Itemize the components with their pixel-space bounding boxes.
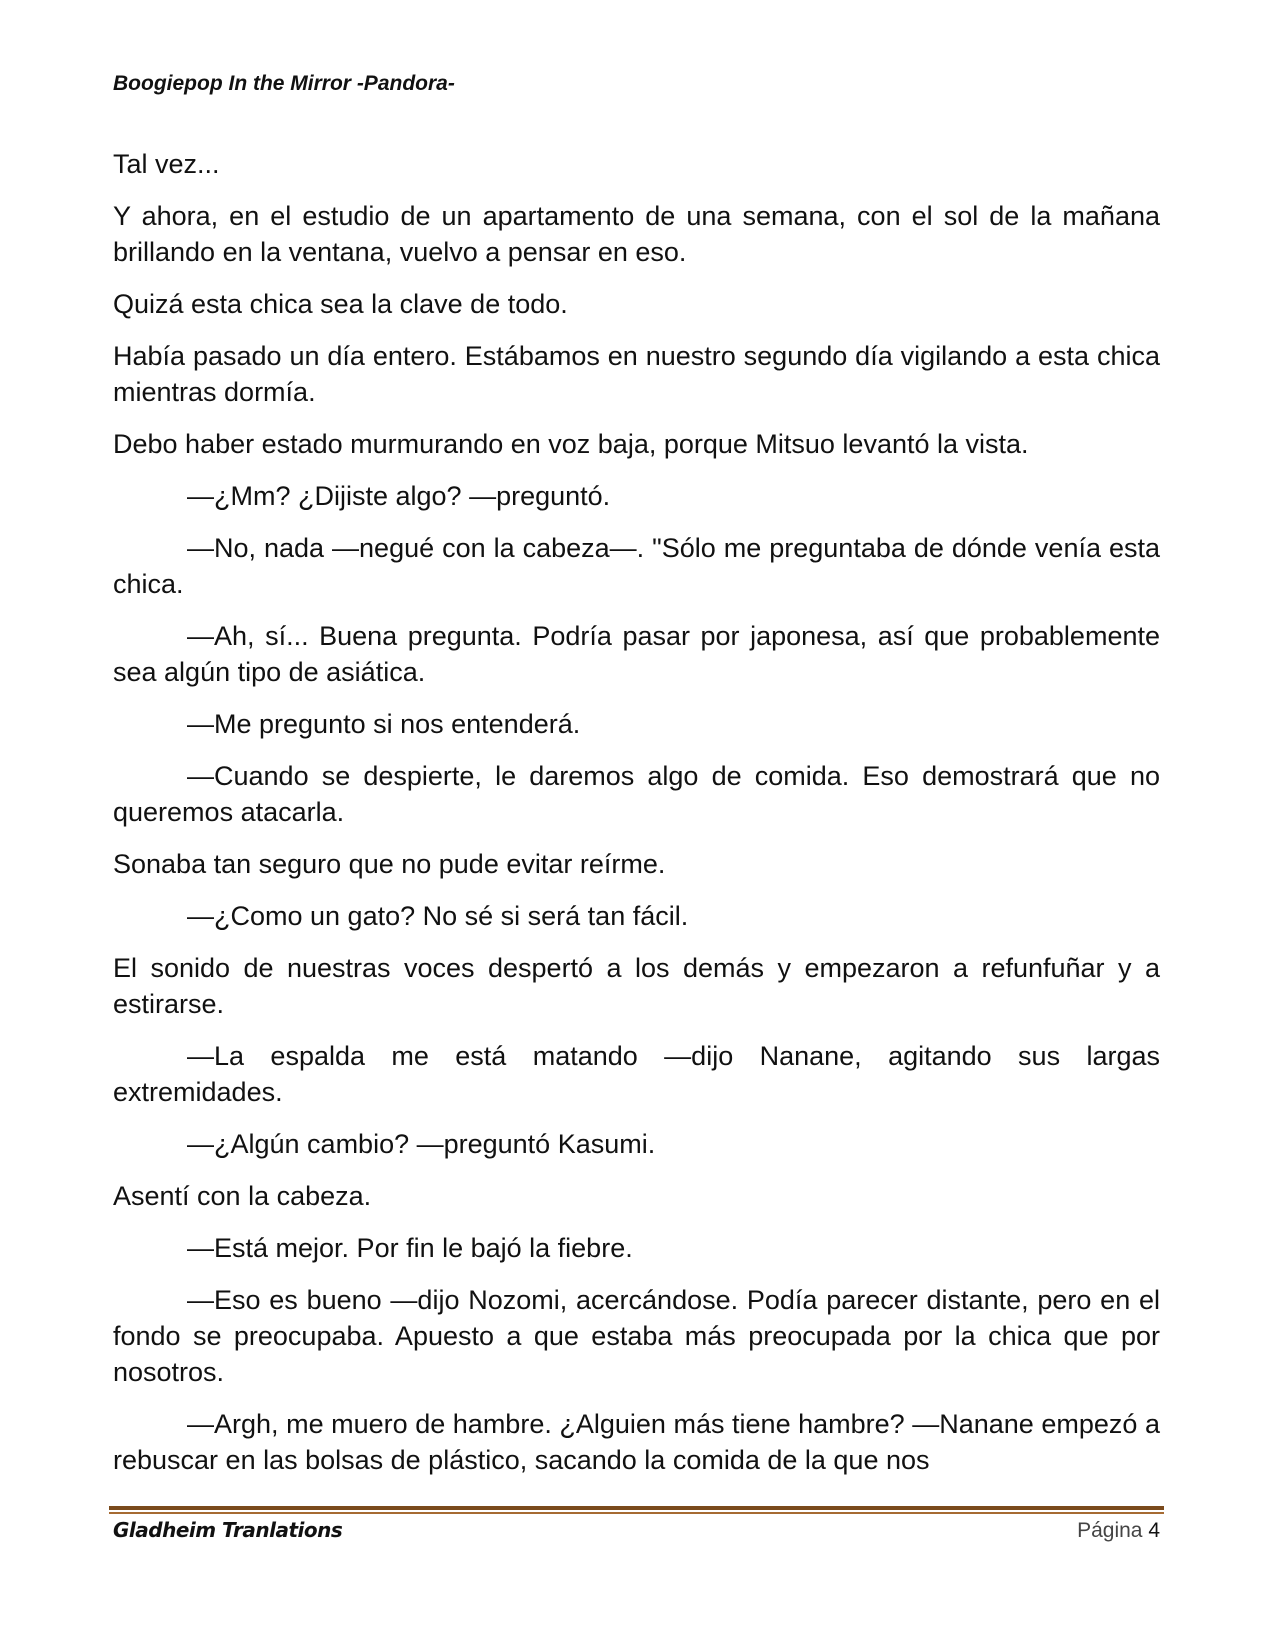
dialogue-paragraph: —Está mejor. Por fin le bajó la fiebre.	[187, 1233, 633, 1263]
paragraph: Sonaba tan seguro que no pude evitar reírme.	[113, 849, 666, 879]
paragraph: Había pasado un día entero. Estábamos en nuestro segundo día vigilando a esta chica mientras dormía.	[113, 341, 1160, 407]
page-number-label	[1077, 1519, 1160, 1543]
page-number: 4	[1148, 1519, 1160, 1542]
dialogue-paragraph: —Me pregunto si nos entenderá.	[187, 709, 581, 739]
dialogue-paragraph: —No, nada —negué con la cabeza—. "Sólo me preguntaba de dónde venía esta chica.	[113, 533, 1160, 599]
page-label: Página	[1077, 1519, 1143, 1542]
dialogue-paragraph: —La espalda me está matando —dijo Nanane, agitando sus largas extremidades.	[113, 1041, 1160, 1107]
paragraph: Quizá esta chica sea la clave de todo.	[113, 289, 568, 319]
dialogue-paragraph: —Eso es bueno —dijo Nozomi, acercándose. Podía parecer distante, pero en el fondo se preocupaba. Apuesto a que estaba más preocupada por la chica que por nosotros.	[113, 1285, 1160, 1387]
dialogue-paragraph: —Ah, sí... Buena pregunta. Podría pasar por japonesa, así que probablemente sea algún tipo de asiática.	[113, 621, 1160, 687]
paragraph: Y ahora, en el estudio de un apartamento de una semana, con el sol de la mañana brillando en la ventana, vuelvo a pensar en eso.	[113, 201, 1160, 267]
dialogue-paragraph: —Cuando se despierte, le daremos algo de comida. Eso demostrará que no queremos atacarla.	[113, 761, 1160, 827]
dialogue-paragraph: —¿Mm? ¿Dijiste algo? —preguntó.	[187, 481, 611, 511]
paragraph: El sonido de nuestras voces despertó a los demás y empezaron a refunfuñar y a estirarse.	[113, 953, 1160, 1019]
dialogue-paragraph: —¿Como un gato? No sé si será tan fácil.	[187, 901, 689, 931]
paragraph: Asentí con la cabeza.	[113, 1181, 372, 1211]
dialogue-paragraph: —Argh, me muero de hambre. ¿Alguien más tiene hambre? —Nanane empezó a rebuscar en las bolsas de plástico, sacando la comida de la que nos	[113, 1409, 1160, 1475]
body-text	[113, 146, 1160, 1494]
paragraph: Debo haber estado murmurando en voz baja, porque Mitsuo levantó la vista.	[113, 429, 1029, 459]
paragraph: Tal vez...	[113, 149, 220, 179]
dialogue-paragraph: —¿Algún cambio? —preguntó Kasumi.	[187, 1129, 656, 1159]
footer-translator-credit: Gladheim Tranlations	[113, 1518, 343, 1542]
footer-divider	[109, 1506, 1164, 1514]
document-header-title: Boogiepop In the Mirror -Pandora-	[113, 72, 455, 95]
